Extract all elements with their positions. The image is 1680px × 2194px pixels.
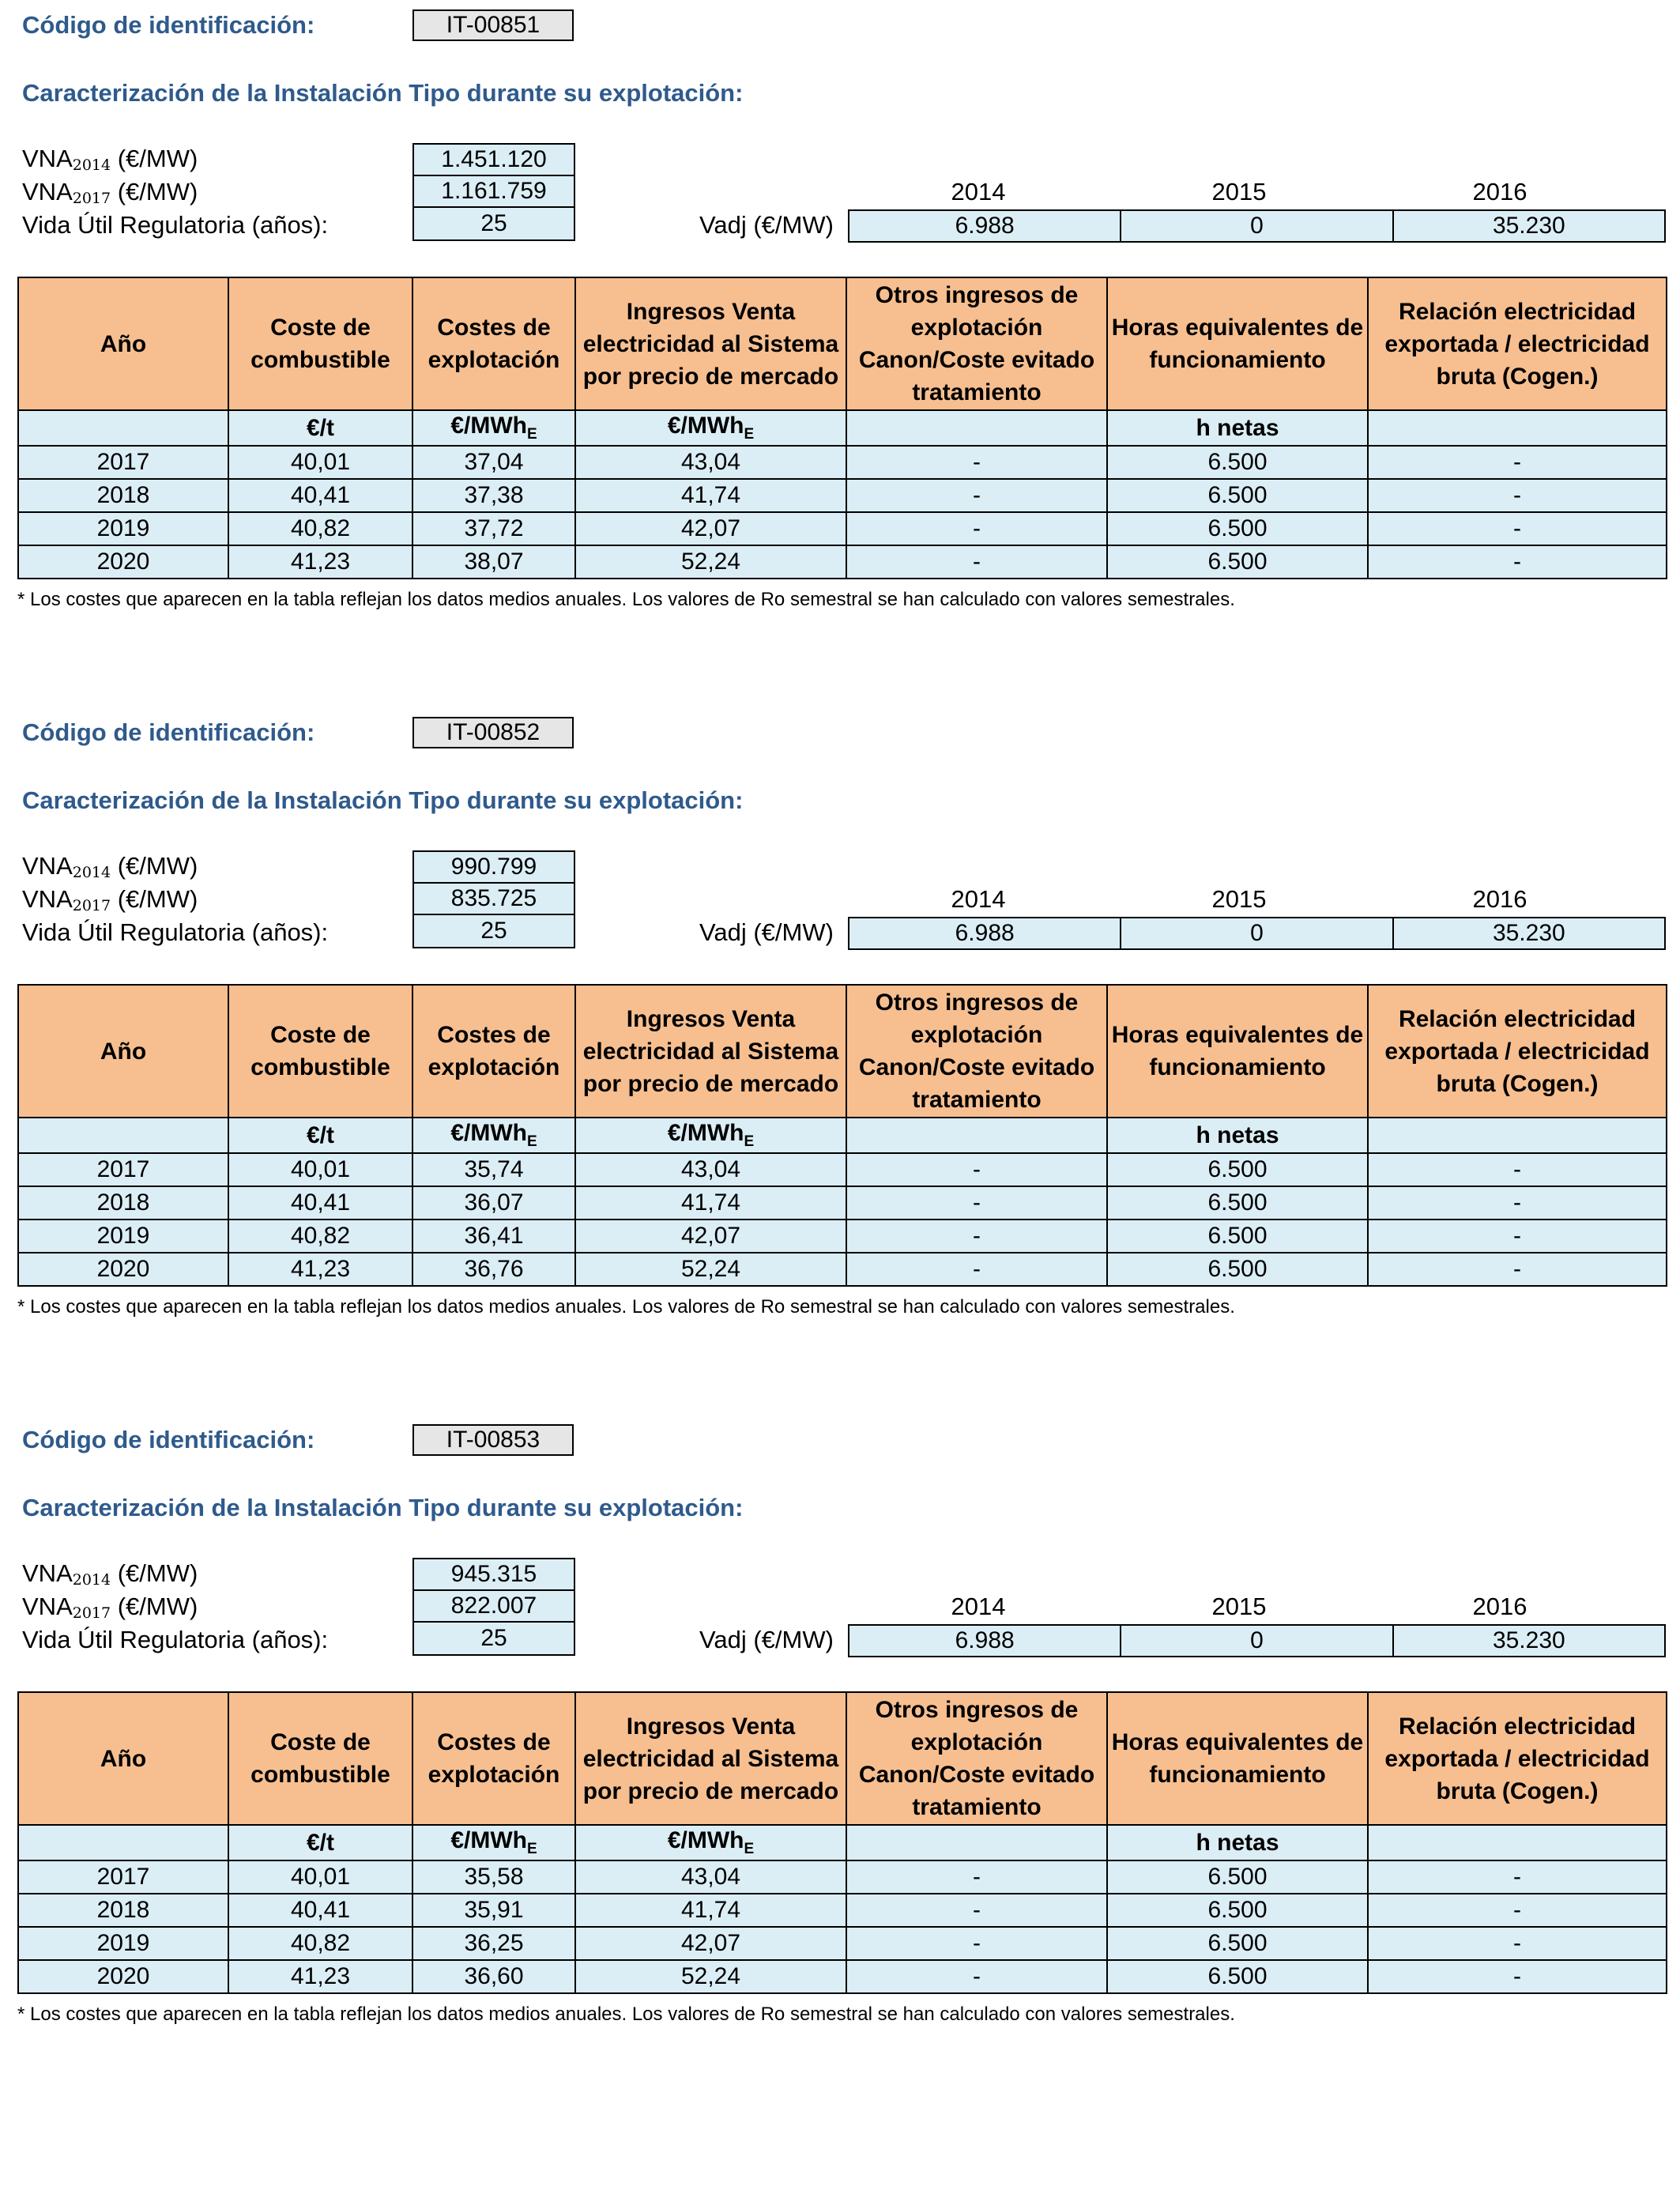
cell: 41,74 — [575, 1894, 846, 1927]
data-table — [17, 984, 1667, 1287]
footnote: * Los costes que aparecen en la tabla reflejan los datos medios anuales. Los valores de Ro semestral se han calculado con valores semestrales. — [17, 1296, 1235, 1318]
cell: - — [1368, 1220, 1667, 1253]
header-relacion-electricidad: Relación electricidad exportada / electricidad bruta (Cogen.) — [1368, 277, 1667, 410]
cell: - — [846, 1153, 1107, 1186]
cell: - — [1368, 1153, 1667, 1186]
vadj-year-2015: 2015 — [1211, 885, 1267, 913]
vadj-year-2015: 2015 — [1211, 1593, 1267, 1620]
table-row — [18, 1186, 1667, 1220]
table-unit-row — [18, 1118, 1667, 1153]
cell: 2017 — [18, 1860, 228, 1894]
unit-otros-ingresos — [846, 1118, 1107, 1153]
cell: 6.500 — [1107, 1153, 1368, 1186]
vadj-value-2016: 35.230 — [1492, 1627, 1565, 1653]
cell: 40,41 — [228, 1894, 412, 1927]
footnote: * Los costes que aparecen en la tabla reflejan los datos medios anuales. Los valores de Ro semestral se han calculado con valores semestrales. — [17, 589, 1235, 610]
cell: - — [1368, 1927, 1667, 1960]
cell: 6.500 — [1107, 1186, 1368, 1220]
cell: - — [846, 1186, 1107, 1220]
cell: 36,07 — [412, 1186, 575, 1220]
table-row — [18, 1894, 1667, 1927]
vna2014-value: 945.315 — [412, 1558, 575, 1591]
cell: 41,23 — [228, 1253, 412, 1286]
vadj-label: Vadj (€/MW) — [699, 211, 834, 239]
section-title: Caracterización de la Instalación Tipo durante su explotación: — [22, 786, 744, 814]
vadj-year-2016: 2016 — [1472, 178, 1527, 205]
cell: - — [1368, 479, 1667, 512]
header-costes-explotacion: Costes de explotación — [412, 1692, 575, 1825]
vna2017-value: 822.007 — [412, 1591, 575, 1623]
cell: 2019 — [18, 512, 228, 545]
cell: 35,74 — [412, 1153, 575, 1186]
cell: 2019 — [18, 1220, 228, 1253]
vna2014-label: $VNA_{2014}$ (€/MW) — [22, 145, 198, 174]
cell: - — [846, 446, 1107, 479]
vadj-value-2014: 6.988 — [849, 211, 1121, 241]
table-unit-row — [18, 410, 1667, 446]
code-label: Código de identificación: — [22, 1426, 315, 1453]
unit-ingresos-venta: €/MWh$_E$ — [575, 1118, 846, 1153]
cell: 40,01 — [228, 1153, 412, 1186]
unit-costes-explotacion: €/MWh$_E$ — [412, 1825, 575, 1860]
vadj-year-2014: 2014 — [951, 1593, 1006, 1620]
table-unit-row — [18, 1825, 1667, 1860]
table-header-row — [18, 985, 1667, 1118]
header-horas-equivalentes: Horas equivalentes de funcionamiento — [1107, 985, 1368, 1118]
section-title: Caracterización de la Instalación Tipo durante su explotación: — [22, 79, 744, 107]
unit-relacion-electricidad — [1368, 410, 1667, 446]
unit-anio — [18, 1118, 228, 1153]
cell: 6.500 — [1107, 1894, 1368, 1927]
vadj-value-2015: 0 — [1121, 1626, 1393, 1656]
vadj-values — [848, 1624, 1666, 1657]
vadj-value-2016: 35.230 — [1492, 920, 1565, 946]
cell: 36,25 — [412, 1927, 575, 1960]
cell: - — [846, 1220, 1107, 1253]
cell: 52,24 — [575, 1960, 846, 1993]
code-label: Código de identificación: — [22, 718, 315, 746]
vadj-value-2016: 35.230 — [1492, 213, 1565, 239]
cell: 40,01 — [228, 1860, 412, 1894]
cell: 2017 — [18, 1153, 228, 1186]
cell: 36,76 — [412, 1253, 575, 1286]
cell: 37,04 — [412, 446, 575, 479]
cell: 40,82 — [228, 1220, 412, 1253]
cell: - — [1368, 545, 1667, 579]
header-costes-explotacion: Costes de explotación — [412, 985, 575, 1118]
cell: 38,07 — [412, 545, 575, 579]
header-ingresos-venta: Ingresos Venta electricidad al Sistema por precio de mercado — [575, 1692, 846, 1825]
cell: - — [846, 1860, 1107, 1894]
cell: 41,74 — [575, 479, 846, 512]
unit-costes-explotacion: €/MWh$_E$ — [412, 1118, 575, 1153]
cell: 2018 — [18, 479, 228, 512]
cell: 43,04 — [575, 446, 846, 479]
vadj-year-2016: 2016 — [1472, 885, 1527, 913]
cell: - — [846, 512, 1107, 545]
cell: - — [846, 545, 1107, 579]
vida-label: Vida Útil Regulatoria (años): — [22, 1626, 329, 1653]
table-row — [18, 1860, 1667, 1894]
header-relacion-electricidad: Relación electricidad exportada / electricidad bruta (Cogen.) — [1368, 1692, 1667, 1825]
header-anio: Año — [18, 985, 228, 1118]
unit-otros-ingresos — [846, 1825, 1107, 1860]
header-costes-explotacion: Costes de explotación — [412, 277, 575, 410]
vadj-values — [848, 209, 1666, 243]
cell: - — [1368, 1960, 1667, 1993]
table-row — [18, 1220, 1667, 1253]
cell: 42,07 — [575, 1220, 846, 1253]
cell: 6.500 — [1107, 479, 1368, 512]
table-row — [18, 545, 1667, 579]
cell: - — [846, 479, 1107, 512]
vadj-year-2016: 2016 — [1472, 1593, 1527, 1620]
cell: - — [1368, 446, 1667, 479]
vida-value: 25 — [412, 1623, 575, 1656]
table-row — [18, 1960, 1667, 1993]
table-row — [18, 1927, 1667, 1960]
code-label: Código de identificación: — [22, 11, 315, 39]
cell: - — [846, 1253, 1107, 1286]
cell: - — [1368, 1894, 1667, 1927]
unit-ingresos-venta: €/MWh$_E$ — [575, 1825, 846, 1860]
cell: 40,82 — [228, 512, 412, 545]
cell: 6.500 — [1107, 1253, 1368, 1286]
table-header-row — [18, 277, 1667, 410]
unit-horas-equivalentes: h netas — [1107, 1118, 1368, 1153]
unit-anio — [18, 410, 228, 446]
vna2014-value: 990.799 — [412, 850, 575, 884]
unit-horas-equivalentes: h netas — [1107, 1825, 1368, 1860]
cell: 2020 — [18, 545, 228, 579]
vadj-year-2014: 2014 — [951, 178, 1006, 205]
header-coste-combustible: Coste de combustible — [228, 277, 412, 410]
cell: 43,04 — [575, 1860, 846, 1894]
header-anio: Año — [18, 1692, 228, 1825]
cell: 40,41 — [228, 1186, 412, 1220]
header-relacion-electricidad: Relación electricidad exportada / electricidad bruta (Cogen.) — [1368, 985, 1667, 1118]
vna2017-value: 1.161.759 — [412, 176, 575, 208]
cell: 35,91 — [412, 1894, 575, 1927]
header-otros-ingresos: Otros ingresos de explotación Canon/Coste evitado tratamiento — [846, 1692, 1107, 1825]
vadj-label: Vadj (€/MW) — [699, 1626, 834, 1653]
installation-block-2 — [0, 707, 1680, 1403]
vida-value: 25 — [412, 915, 575, 948]
cell: 6.500 — [1107, 1220, 1368, 1253]
unit-horas-equivalentes: h netas — [1107, 410, 1368, 446]
vida-label: Vida Útil Regulatoria (años): — [22, 918, 329, 946]
header-ingresos-venta: Ingresos Venta electricidad al Sistema por precio de mercado — [575, 277, 846, 410]
unit-ingresos-venta: €/MWh$_E$ — [575, 410, 846, 446]
header-horas-equivalentes: Horas equivalentes de funcionamiento — [1107, 1692, 1368, 1825]
footnote: * Los costes que aparecen en la tabla reflejan los datos medios anuales. Los valores de Ro semestral se han calculado con valores semestrales. — [17, 2004, 1235, 2025]
cell: 36,60 — [412, 1960, 575, 1993]
code-value: IT-00851 — [412, 9, 574, 41]
unit-relacion-electricidad — [1368, 1825, 1667, 1860]
cell: 41,74 — [575, 1186, 846, 1220]
cell: 2017 — [18, 446, 228, 479]
header-horas-equivalentes: Horas equivalentes de funcionamiento — [1107, 277, 1368, 410]
vadj-values — [848, 917, 1666, 950]
data-table — [17, 277, 1667, 579]
vna2014-value: 1.451.120 — [412, 143, 575, 176]
vadj-value-2014: 6.988 — [849, 1626, 1121, 1656]
cell: 43,04 — [575, 1153, 846, 1186]
cell: 6.500 — [1107, 1960, 1368, 1993]
cell: 37,72 — [412, 512, 575, 545]
unit-costes-explotacion: €/MWh$_E$ — [412, 410, 575, 446]
code-value: IT-00852 — [412, 717, 574, 748]
cell: 52,24 — [575, 1253, 846, 1286]
vadj-value-2015: 0 — [1121, 918, 1393, 948]
vadj-value-2015: 0 — [1121, 211, 1393, 241]
header-anio: Año — [18, 277, 228, 410]
vna2017-label: $VNA_{2017}$ (€/MW) — [22, 1593, 198, 1622]
cell: 35,58 — [412, 1860, 575, 1894]
vna2014-label: $VNA_{2014}$ (€/MW) — [22, 852, 198, 881]
unit-relacion-electricidad — [1368, 1118, 1667, 1153]
cell: 2018 — [18, 1894, 228, 1927]
vida-value: 25 — [412, 208, 575, 241]
cell: 52,24 — [575, 545, 846, 579]
cell: 2020 — [18, 1253, 228, 1286]
header-coste-combustible: Coste de combustible — [228, 985, 412, 1118]
cell: 2018 — [18, 1186, 228, 1220]
cell: 40,82 — [228, 1927, 412, 1960]
header-otros-ingresos: Otros ingresos de explotación Canon/Coste evitado tratamiento — [846, 277, 1107, 410]
table-row — [18, 446, 1667, 479]
vadj-year-2014: 2014 — [951, 885, 1006, 913]
vna2017-label: $VNA_{2017}$ (€/MW) — [22, 885, 198, 914]
cell: 42,07 — [575, 1927, 846, 1960]
unit-coste-combustible: €/t — [228, 1118, 412, 1153]
cell: 36,41 — [412, 1220, 575, 1253]
cell: 2019 — [18, 1927, 228, 1960]
data-table — [17, 1691, 1667, 1994]
table-row — [18, 1153, 1667, 1186]
vna2017-value: 835.725 — [412, 884, 575, 915]
vadj-value-2014: 6.988 — [849, 918, 1121, 948]
table-header-row — [18, 1692, 1667, 1825]
cell: 37,38 — [412, 479, 575, 512]
table-row — [18, 512, 1667, 545]
installation-block-1 — [0, 0, 1680, 696]
cell: 42,07 — [575, 512, 846, 545]
cell: 40,41 — [228, 479, 412, 512]
header-ingresos-venta: Ingresos Venta electricidad al Sistema por precio de mercado — [575, 985, 846, 1118]
cell: 6.500 — [1107, 1860, 1368, 1894]
header-otros-ingresos: Otros ingresos de explotación Canon/Coste evitado tratamiento — [846, 985, 1107, 1118]
code-value: IT-00853 — [412, 1424, 574, 1456]
header-coste-combustible: Coste de combustible — [228, 1692, 412, 1825]
cell: 2020 — [18, 1960, 228, 1993]
cell: 6.500 — [1107, 446, 1368, 479]
cell: - — [1368, 1253, 1667, 1286]
cell: - — [1368, 512, 1667, 545]
cell: 40,01 — [228, 446, 412, 479]
cell: - — [846, 1927, 1107, 1960]
cell: 41,23 — [228, 1960, 412, 1993]
vida-label: Vida Útil Regulatoria (años): — [22, 211, 329, 239]
cell: - — [846, 1894, 1107, 1927]
installation-block-3 — [0, 1415, 1680, 2110]
unit-anio — [18, 1825, 228, 1860]
unit-coste-combustible: €/t — [228, 1825, 412, 1860]
cell: 6.500 — [1107, 1927, 1368, 1960]
table-row — [18, 479, 1667, 512]
unit-otros-ingresos — [846, 410, 1107, 446]
cell: - — [846, 1960, 1107, 1993]
cell: - — [1368, 1186, 1667, 1220]
section-title: Caracterización de la Instalación Tipo durante su explotación: — [22, 1494, 744, 1521]
table-row — [18, 1253, 1667, 1286]
vadj-label: Vadj (€/MW) — [699, 918, 834, 946]
vna2014-label: $VNA_{2014}$ (€/MW) — [22, 1559, 198, 1589]
cell: - — [1368, 1860, 1667, 1894]
vadj-year-2015: 2015 — [1211, 178, 1267, 205]
cell: 6.500 — [1107, 545, 1368, 579]
unit-coste-combustible: €/t — [228, 410, 412, 446]
cell: 6.500 — [1107, 512, 1368, 545]
cell: 41,23 — [228, 545, 412, 579]
vna2017-label: $VNA_{2017}$ (€/MW) — [22, 178, 198, 207]
